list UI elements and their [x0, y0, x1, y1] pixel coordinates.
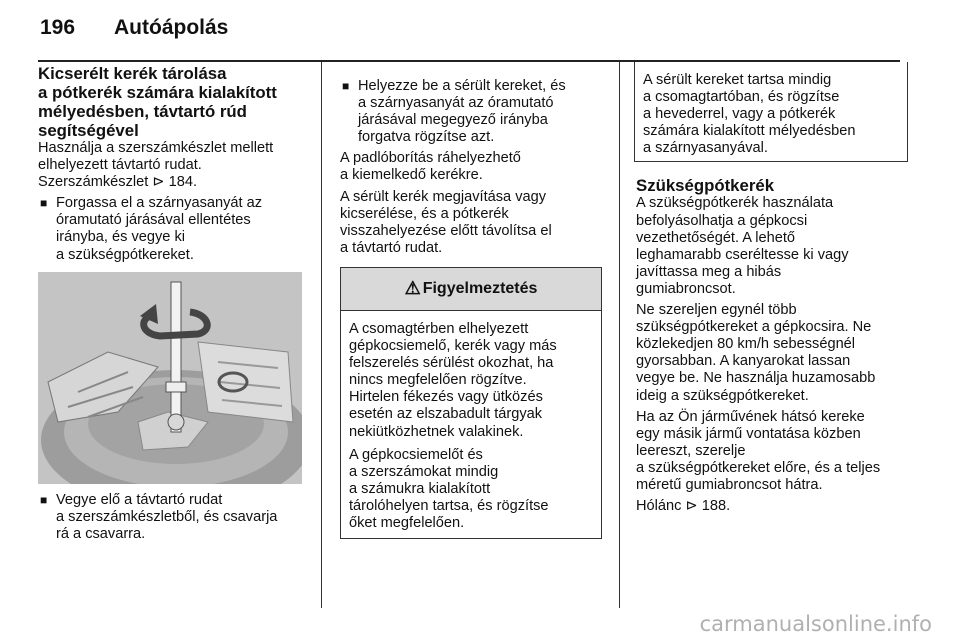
text-line: A csomagtérben elhelyezett	[349, 320, 529, 337]
text-line: a csomagtartóban, és rögzítse	[643, 89, 840, 106]
bullet-item	[38, 195, 306, 263]
text-line: a szükségpótkereket.	[56, 246, 194, 263]
text-line: A gépkocsiemelőt és	[349, 446, 483, 463]
text-line: javíttassa meg a hibás	[636, 263, 782, 280]
heading-line: a pótkerék számára kialakított	[38, 83, 277, 102]
page-header	[40, 16, 228, 40]
text-line: ■ Helyezze be a sérült kereket, és	[358, 78, 566, 94]
text-line: a szárnyasanyát az óramutató	[358, 95, 554, 112]
heading-line: segítségével	[38, 121, 139, 140]
text-line: irányba, és vegye ki	[56, 229, 185, 246]
text-line: A szükségpótkerék használata	[636, 195, 834, 212]
text-line: ideig a szükségpótkereket.	[636, 387, 809, 404]
text-line: ■ Forgassa el a szárnyasanyát az	[56, 195, 263, 212]
tire-storage-illustration	[38, 272, 302, 484]
text-line: befolyásolhatja a gépkocsi	[636, 212, 808, 229]
bullet-item	[340, 78, 602, 146]
text-line: óramutató járásával ellentétes	[56, 212, 251, 229]
warning-box	[340, 267, 602, 539]
text-line: Szerszámkészlet ⊳ 184.	[38, 174, 198, 191]
warning-icon: ⚠	[404, 278, 421, 299]
text-line: számára kialakított mélyedésben	[643, 123, 856, 140]
warning-title: Figyelmeztetés	[422, 280, 538, 298]
text-line: járásával megegyező irányba	[358, 112, 548, 129]
text-line: Használja a szerszámkészlet mellett	[38, 140, 274, 156]
text-line: leghamarabb cseréltesse ki vagy	[636, 246, 849, 263]
column-2	[340, 78, 602, 539]
warning-body	[341, 311, 601, 538]
chapter-title: Autóápolás	[114, 16, 229, 39]
text-line: ■ Vegye elő a távtartó rudat	[56, 491, 223, 508]
column-3	[636, 62, 908, 519]
text-line: A padlóborítás ráhelyezhető	[340, 150, 521, 167]
heading-line: mélyedésben, távtartó rúd	[38, 102, 247, 121]
paragraph	[636, 195, 908, 298]
text-line: elhelyezett távtartó rudat.	[38, 157, 202, 174]
text-line: gumiabroncsot.	[636, 280, 736, 297]
text-line: a szárnyasanyával.	[643, 140, 768, 157]
paragraph	[636, 409, 908, 494]
text-line: a távtartó rudat.	[340, 239, 443, 256]
text-line: gyorsabban. A kanyarokat lassan	[636, 353, 851, 370]
note-box	[634, 62, 908, 162]
text-line: a számukra kialakított	[349, 480, 491, 497]
text-line: visszahelyezése előtt távolítsa el	[340, 222, 552, 239]
text-line: a szükségpótkereket előre, és a teljes	[636, 459, 881, 476]
paragraph	[340, 150, 602, 184]
text-line: méretű gumiabroncsot hátra.	[636, 476, 823, 493]
text-line: kicserélése, és a pótkerék	[340, 205, 509, 222]
watermark: carmanualsonline.info	[699, 612, 932, 636]
text-line: gépkocsiemelő, kerék vagy más	[349, 338, 557, 355]
text-line: Ha az Ön járművének hátsó kereke	[636, 408, 865, 425]
text-line: Ne szereljen egynél több	[636, 302, 797, 319]
text-line: Hirtelen fékezés vagy ütközés	[349, 389, 543, 406]
text-line: a szerszámokat mindig	[349, 463, 499, 480]
page-number: 196	[40, 16, 76, 39]
text-line: esetén az elszabadult tárgyak	[349, 406, 543, 423]
text-line: forgatva rögzítse azt.	[358, 129, 495, 146]
paragraph	[636, 302, 908, 405]
text-line: vegye be. Ne használja huzamosabb	[636, 370, 876, 387]
heading-line: Kicserélt kerék tárolása	[38, 64, 227, 83]
paragraph	[340, 189, 602, 257]
column-1	[38, 64, 306, 547]
text-line: A sérült kereket tartsa mindig	[643, 72, 832, 88]
text-line: a hevederrel, vagy a pótkerék	[643, 106, 836, 123]
text-line: szükségpótkereket a gépkocsira. Ne	[636, 319, 872, 336]
column-divider	[619, 62, 620, 608]
text-line: A sérült kerék megjavítása vagy	[340, 188, 547, 205]
bullet-item	[38, 492, 306, 543]
intro-paragraph	[38, 140, 306, 191]
warning-header	[341, 267, 601, 311]
text-line: felszerelés sérülést okozhat, ha	[349, 355, 554, 372]
text-line: vezethetőségét. A lehető	[636, 229, 796, 246]
text-line: a kiemelkedő kerékre.	[340, 167, 483, 184]
text-line: nincs megfelelően rögzítve.	[349, 372, 527, 389]
text-line: közlekedjen 80 km/h sebességnél	[636, 336, 856, 353]
text-line: leereszt, szerelje	[636, 442, 746, 459]
section-heading: Szükségpótkerék	[636, 176, 775, 196]
text-line: egy másik jármű vontatása közben	[636, 425, 861, 442]
text-line: őket megfelelően.	[349, 514, 465, 531]
column-divider	[321, 62, 322, 608]
text-line: rá a csavarra.	[56, 525, 146, 542]
illustration-graphic	[38, 272, 302, 484]
text-line: a szerszámkészletből, és csavarja	[56, 508, 278, 525]
section-heading	[38, 64, 306, 140]
cross-reference: Hólánc ⊳ 188.	[636, 498, 731, 515]
text-line: tárolóhelyen tartsa, és rögzítse	[349, 497, 549, 514]
text-line: nekiütközhetnek valakinek.	[349, 423, 524, 440]
